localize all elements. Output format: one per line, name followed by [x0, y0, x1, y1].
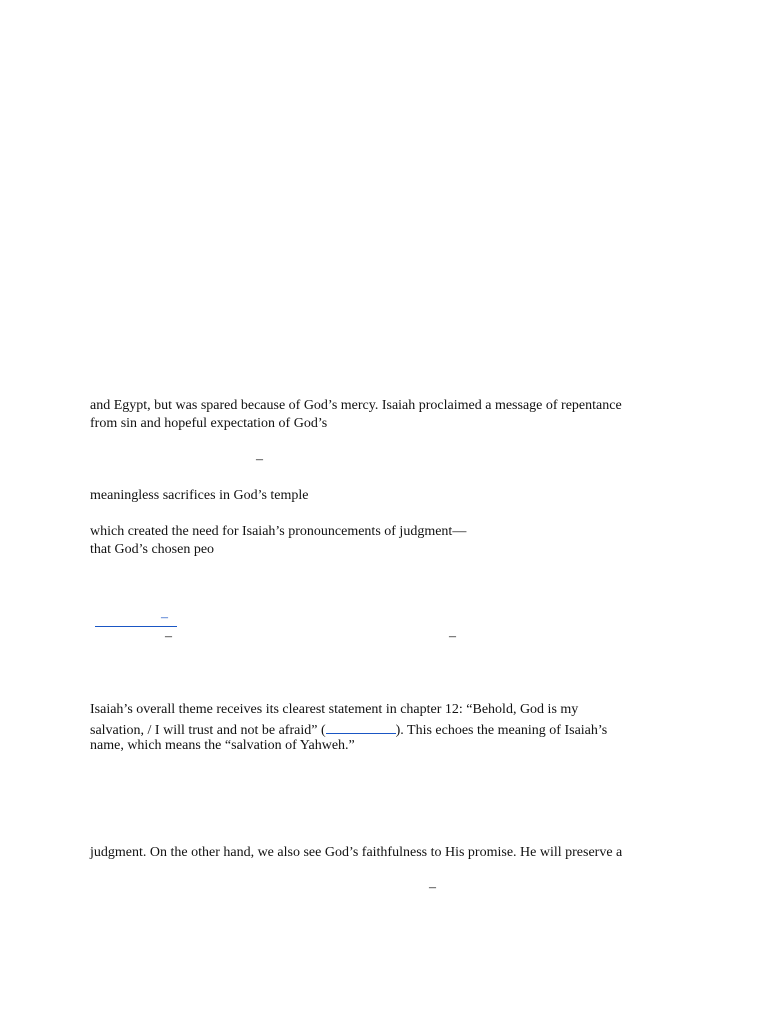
link-blank[interactable] [95, 609, 177, 627]
text-line: from sin and hopeful expectation of God’s [90, 416, 328, 431]
dash-mark: – [165, 629, 172, 644]
reference-link-blank[interactable] [326, 719, 396, 734]
text-line: Isaiah’s overall theme receives its clearest statement in chapter 12: “Behold, God is my [90, 702, 579, 717]
text-line: which created the need for Isaiah’s pronouncements of judgment— [90, 524, 467, 539]
text-line [90, 719, 607, 739]
text-line: judgment. On the other hand, we also see God’s faithfulness to His promise. He will preserve a [90, 845, 623, 860]
dash-mark: – [449, 629, 456, 644]
text-line: name, which means the “salvation of Yahweh.” [90, 738, 355, 753]
text-fragment: ). This echoes the meaning of Isaiah’s [395, 723, 608, 738]
text-fragment: salvation, / I will trust and not be afraid” ( [90, 723, 326, 738]
dash-mark: – [256, 452, 263, 467]
link-dash: – [161, 610, 168, 625]
text-line: and Egypt, but was spared because of God’s mercy. Isaiah proclaimed a message of repentance [90, 398, 622, 413]
text-line: that God’s chosen peo [90, 542, 215, 557]
text-line: meaningless sacrifices in God’s temple [90, 488, 309, 503]
dash-mark: – [429, 880, 436, 895]
